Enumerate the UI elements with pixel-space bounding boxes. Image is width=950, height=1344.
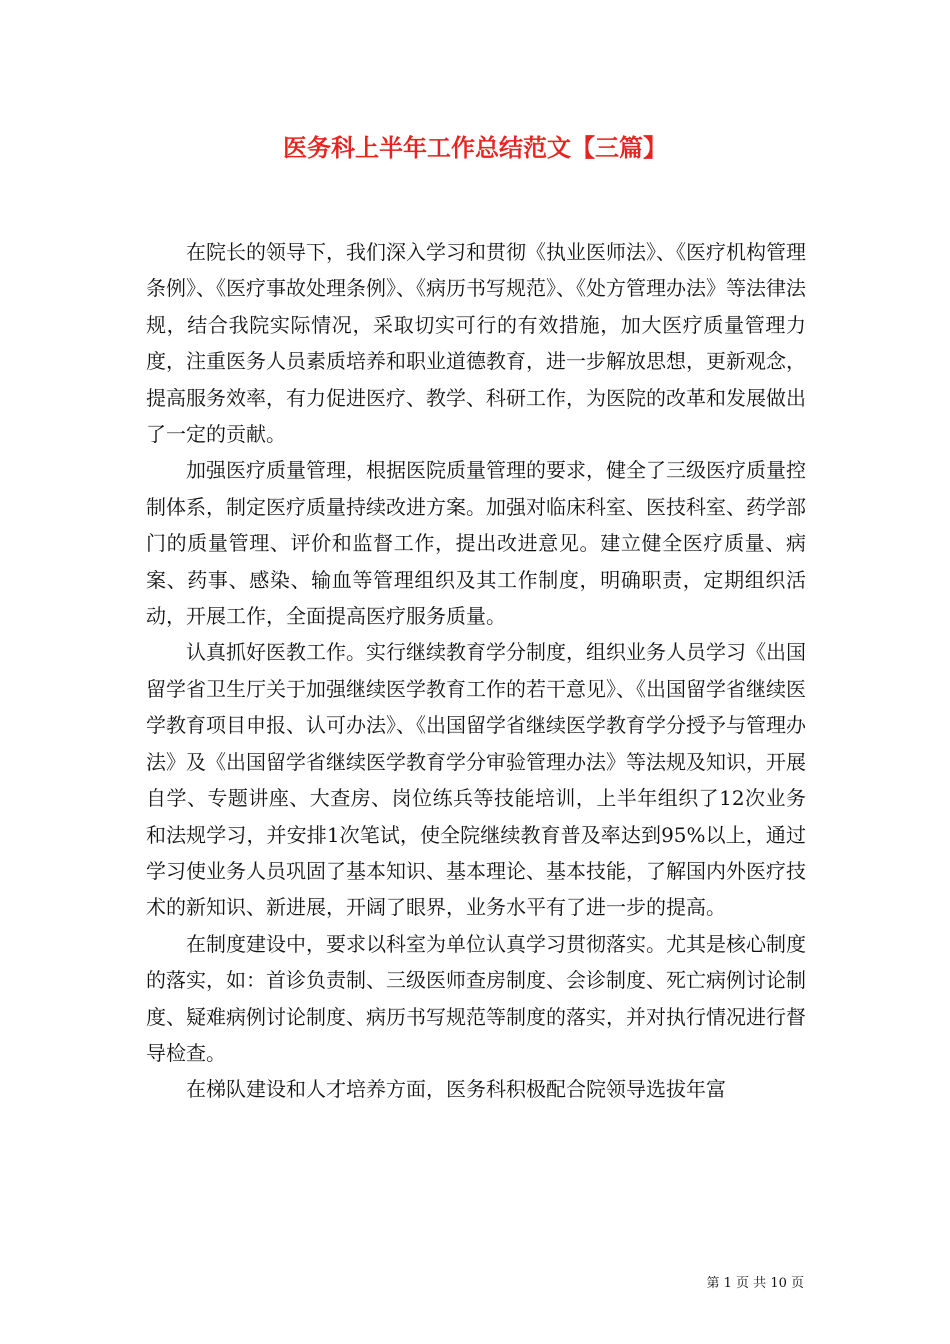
paragraph-4: 在制度建设中，要求以科室为单位认真学习贯彻落实。尤其是核心制度的落实，如：首诊负责制、三级医师查房制度、会诊制度、死亡病例讨论制度、疑难病例讨论制度、病历书写规范等制度的落实，并对执行情况进行督导检查。 [146, 931, 806, 1065]
page-number: 第 1 页 共 10 页 [706, 1276, 804, 1291]
page-title: 医务科上半年工作总结范文【三篇】 [283, 133, 667, 162]
paragraph-5: 在梯队建设和人才培养方面，医务科积极配合院领导选拔年富 [186, 1077, 726, 1102]
document-body [146, 234, 806, 1108]
paragraph-2: 加强医疗质量管理，根据医院质量管理的要求，健全了三级医疗质量控制体系，制定医疗质量持续改进方案。加强对临床科室、医技科室、药学部门的质量管理、评价和监督工作，提出改进意见。建立健全医疗质量、病案、药事、感染、输血等管理组织及其工作制度，明确职责，定期组织活动，开展工作，全面提高医疗服务质量。 [146, 458, 806, 629]
paragraph-3: 认真抓好医教工作。实行继续教育学分制度，组织业务人员学习《出国留学省卫生厅关于加强继续医学教育工作的若干意见》、《出国留学省继续医学教育项目申报、认可办法》、《出国留学省继续医学教育学分授予与管理办法》及《出国留学省继续医学教育学分审验管理办法》等法规及知识，开展自学、专题讲座、大查房、岗位练兵等技能培训，上半年组织了12次业务和法规学习，并安排1次笔试，使全院继续教育普及率达到95%以上，通过学习使业务人员巩固了基本知识、基本理论、基本技能，了解国内外医疗技术的新知识、新进展，开阔了眼界，业务水平有了进一步的提高。 [146, 640, 806, 920]
paragraph-1: 在院长的领导下，我们深入学习和贯彻《执业医师法》、《医疗机构管理条例》、《医疗事故处理条例》、《病历书写规范》、《处方管理办法》等法律法规，结合我院实际情况，采取切实可行的有效措施，加大医疗质量管理力度，注重医务人员素质培养和职业道德教育，进一步解放思想，更新观念，提高服务效率，有力促进医疗、教学、科研工作，为医院的改革和发展做出了一定的贡献。 [146, 240, 806, 447]
